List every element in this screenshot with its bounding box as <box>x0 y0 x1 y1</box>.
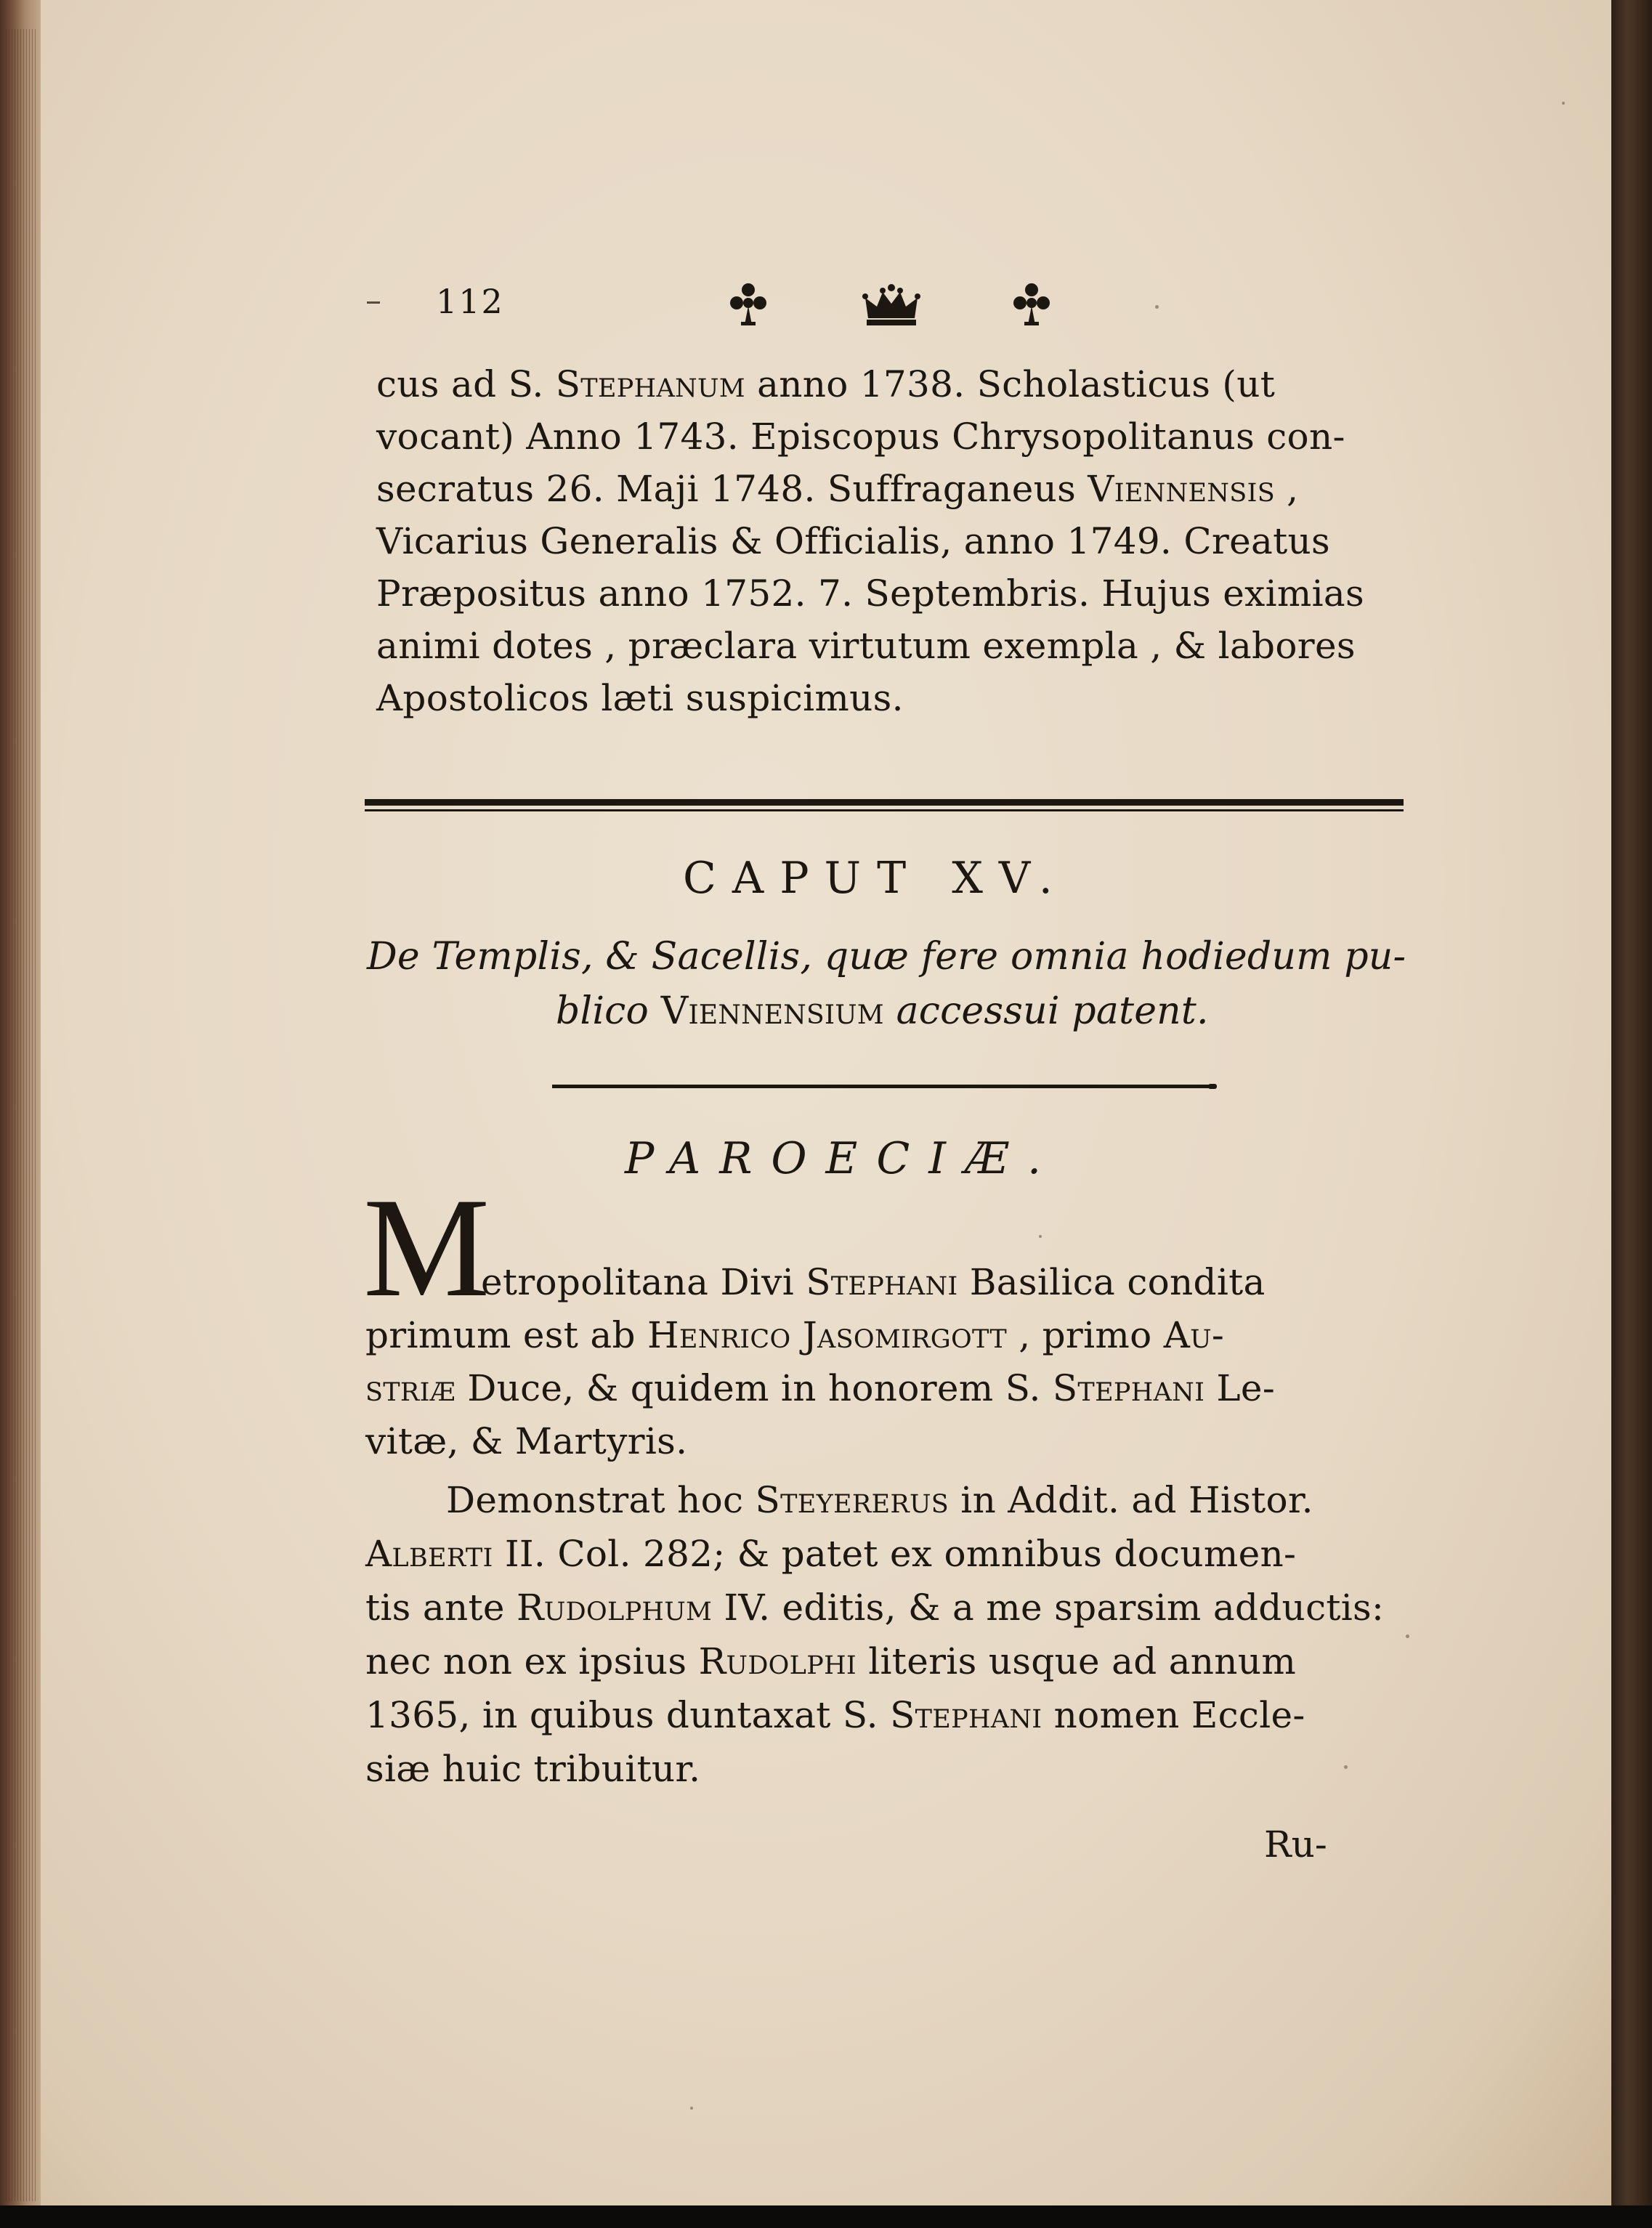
text-run: literis usque ad annum <box>857 1640 1297 1682</box>
text-run: primum est ab <box>365 1314 647 1356</box>
text-line <box>365 1640 1296 1682</box>
text-line <box>481 1261 1266 1303</box>
text-line <box>376 416 1345 458</box>
text-run: IV. editis, & a me sparsim adductis: <box>712 1587 1385 1629</box>
section-heading: PAROECIÆ. <box>625 1133 1061 1184</box>
text-run: II. Col. 282; & patet ex omnibus documen- <box>493 1533 1297 1575</box>
text-line <box>365 1367 1275 1409</box>
text-line <box>376 572 1364 615</box>
small-caps-name: Stephani <box>1052 1367 1205 1409</box>
text-line <box>376 520 1330 562</box>
text-run: vitæ, & Martyris. <box>365 1420 688 1462</box>
text-line <box>376 363 1275 405</box>
text-run: Demonstrat hoc <box>446 1479 756 1521</box>
section-rule-end <box>1208 1084 1217 1089</box>
italic-text: accessui patent. <box>883 989 1209 1033</box>
text-run: Præpositus anno 1752. 7. Septembris. Hujus eximias <box>376 572 1364 615</box>
small-caps-name: Stephanum <box>555 363 745 405</box>
paper-speck <box>690 2107 693 2110</box>
paper-speck <box>1344 1765 1348 1769</box>
small-caps-name: Steyererus <box>755 1479 950 1521</box>
paper-speck <box>1562 102 1565 105</box>
text-run: cus ad S. <box>376 363 556 405</box>
text-run: Apostolicos læti suspicimus. <box>376 677 904 719</box>
text-line <box>376 677 904 719</box>
small-caps-name: striæ <box>365 1367 456 1409</box>
text-line <box>365 1694 1305 1736</box>
page-edges <box>6 29 38 2201</box>
page-number: 112 <box>436 282 504 321</box>
section-rule <box>552 1085 1210 1088</box>
small-caps-name: Rudolphum <box>516 1587 713 1629</box>
text-run: Le- <box>1204 1367 1276 1409</box>
double-rule-thick <box>365 799 1404 806</box>
text-line <box>365 1587 1384 1629</box>
text-run: 1365, in quibus duntaxat S. <box>365 1694 891 1736</box>
paper-speck <box>1039 1235 1042 1238</box>
paper-sheet <box>41 0 1620 2205</box>
text-run: secratus 26. Maji 1748. Suffraganeus <box>376 468 1088 510</box>
text-line <box>365 1533 1296 1575</box>
fleuron-icon <box>1010 280 1053 331</box>
small-caps-name: Au- <box>1163 1314 1225 1356</box>
text-line <box>376 625 1356 667</box>
text-line <box>365 1314 1224 1356</box>
text-run: Duce, & quidem in honorem S. <box>455 1367 1053 1409</box>
paper-speck <box>1406 1634 1409 1638</box>
small-caps-name: Henrico Jasomirgott <box>647 1314 1007 1356</box>
italic-text: blico <box>556 989 661 1033</box>
text-run: nomen Eccle- <box>1042 1694 1305 1736</box>
text-line <box>365 1748 700 1790</box>
text-run: etropolitana Divi <box>481 1261 806 1303</box>
paper-speck <box>1155 305 1159 309</box>
book-fore-edge <box>0 0 44 2228</box>
text-run: Vicarius Generalis & Officialis, anno 1749. Creatus <box>376 520 1330 562</box>
small-caps-name: Stephani <box>890 1694 1042 1736</box>
drop-cap: M <box>363 1169 490 1326</box>
text-run: tis ante <box>365 1587 517 1629</box>
catchword: Ru- <box>1264 1823 1327 1866</box>
small-caps-name: Alberti <box>365 1533 493 1575</box>
text-run: nec non ex ipsius <box>365 1640 699 1682</box>
text-line <box>365 1420 687 1462</box>
text-run: siæ huic tribuitur. <box>365 1748 701 1790</box>
text-line <box>376 468 1298 510</box>
small-caps-name: Viennensium <box>660 989 884 1033</box>
small-caps-name: Stephani <box>806 1261 958 1303</box>
chapter-heading: CAPUT XV. <box>683 853 1069 904</box>
fleuron-icon <box>726 280 770 331</box>
double-rule-thin <box>365 809 1404 811</box>
crown-icon <box>862 283 920 328</box>
chapter-subtitle-line-1: De Templis, & Sacellis, quæ fere omnia hodiedum pu- <box>367 935 1406 979</box>
text-run: anno 1738. Scholasticus (ut <box>745 363 1276 405</box>
small-caps-name: Viennensis <box>1088 468 1275 510</box>
chapter-subtitle-line-2 <box>556 989 1209 1033</box>
text-run: vocant) Anno 1743. Episcopus Chrysopolitanus con- <box>376 416 1345 458</box>
text-run: Basilica condita <box>957 1261 1266 1303</box>
small-caps-name: Rudolphi <box>698 1640 857 1682</box>
text-line <box>446 1479 1313 1521</box>
book-gutter <box>1611 0 1652 2228</box>
header-dash <box>367 301 380 304</box>
scan-background <box>0 2205 1652 2228</box>
text-run: , primo <box>1007 1314 1164 1356</box>
text-run: , <box>1274 468 1299 510</box>
text-run: in Addit. ad Histor. <box>949 1479 1313 1521</box>
text-run: animi dotes , præclara virtutum exempla , & labores <box>376 625 1356 667</box>
